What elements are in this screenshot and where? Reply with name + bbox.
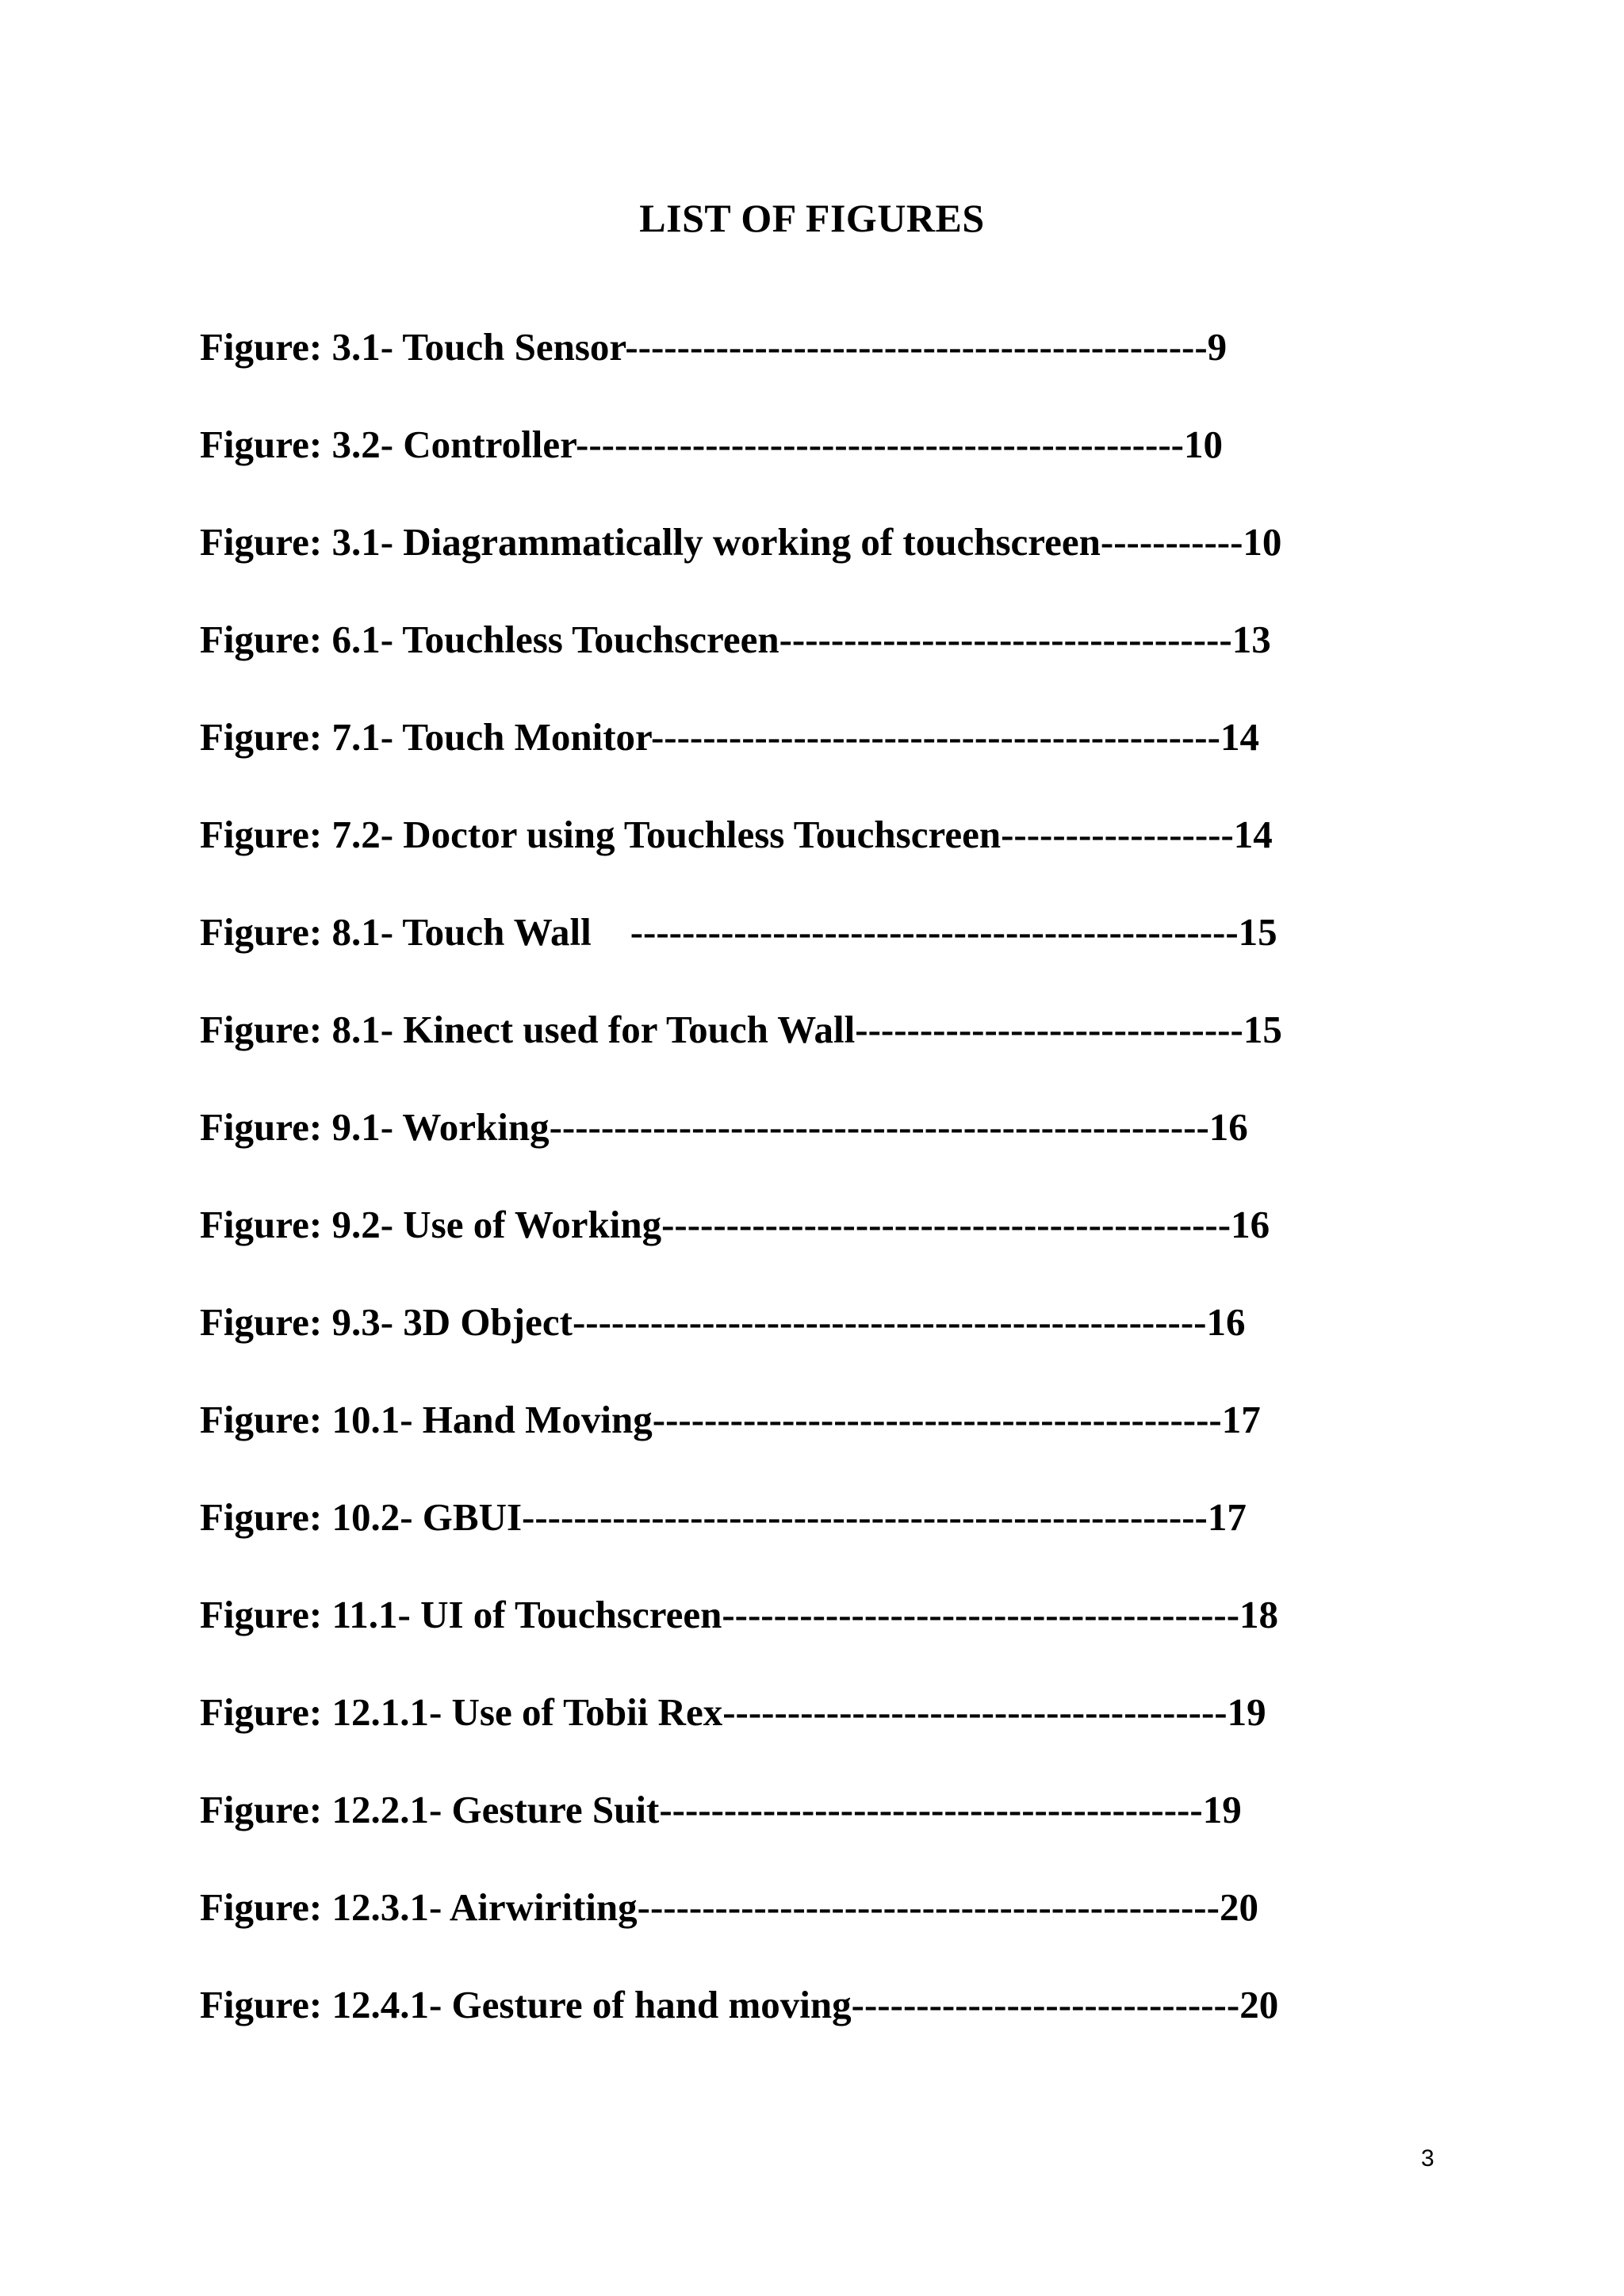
leader-dashes: -----------	[1100, 520, 1243, 564]
figure-entry	[200, 508, 1437, 606]
figure-page-number: 14	[1233, 813, 1273, 856]
figure-entry	[200, 1483, 1437, 1581]
figure-page-number: 20	[1239, 1983, 1279, 2026]
figure-page-number: 16	[1208, 1105, 1248, 1149]
figure-label: Figure: 9.1- Working	[200, 1105, 550, 1149]
figure-label: Figure: 12.3.1- Airwiriting	[200, 1885, 638, 1929]
figure-page-number: 18	[1239, 1593, 1279, 1636]
figure-entry	[200, 898, 1437, 996]
figure-entry	[200, 411, 1437, 508]
figure-entry	[200, 996, 1437, 1093]
figure-page-number: 9	[1207, 325, 1228, 369]
figure-page-number: 14	[1220, 715, 1259, 759]
leader-dashes: --------------------------------------------	[650, 715, 1220, 759]
figure-label: Figure: 12.1.1- Use of Tobii Rex	[200, 1690, 723, 1734]
leader-dashes: -------------------------------------------------	[572, 1300, 1207, 1344]
page-number: 3	[1421, 2145, 1434, 2172]
figure-label: Figure: 10.2- GBUI	[200, 1495, 523, 1539]
leader-dashes: ---------------------------------------------	[625, 325, 1208, 369]
leader-dashes: ---------------------------------------	[722, 1690, 1228, 1734]
figure-label: Figure: 8.1- Kinect used for Touch Wall	[200, 1008, 856, 1051]
figure-page-number: 10	[1243, 520, 1282, 564]
figure-entry	[200, 1581, 1437, 1678]
leader-dashes: --------------------------------------------	[661, 1203, 1231, 1246]
figure-entry	[200, 1873, 1437, 1971]
figure-page-number: 15	[1243, 1008, 1282, 1051]
figure-label: Figure: 7.1- Touch Monitor	[200, 715, 651, 759]
leader-dashes: -----------------------------------	[779, 618, 1232, 661]
figure-entry	[200, 1971, 1437, 2068]
figure-page-number: 13	[1231, 618, 1271, 661]
figure-page-number: 19	[1202, 1788, 1242, 1831]
figure-list	[200, 313, 1437, 2068]
figure-label: Figure: 3.1- Touch Sensor	[200, 325, 626, 369]
leader-dashes: ----------------------------------------	[722, 1593, 1240, 1636]
figure-page-number: 19	[1227, 1690, 1266, 1734]
figure-page-number: 15	[1238, 910, 1277, 954]
figure-page-number: 20	[1219, 1885, 1258, 1929]
figure-label: Figure: 11.1- UI of Touchscreen	[200, 1593, 722, 1636]
figure-page-number: 16	[1231, 1203, 1270, 1246]
figure-entry	[200, 606, 1437, 703]
figure-label: Figure: 9.3- 3D Object	[200, 1300, 573, 1344]
leader-dashes: ------------------------------	[855, 1008, 1243, 1051]
page-title: LIST OF FIGURES	[639, 196, 985, 240]
leader-dashes: -----------------------------------------------------	[522, 1495, 1208, 1539]
figure-page-number: 10	[1183, 423, 1223, 466]
figure-label: Figure: 10.1- Hand Moving	[200, 1398, 653, 1441]
leader-dashes: --------------------------------------------	[652, 1398, 1222, 1441]
figure-label: Figure: 3.1- Diagrammatically working of touchscreen	[200, 520, 1101, 564]
leader-dashes: ------------------------------	[851, 1983, 1240, 2026]
leader-dashes: ---------------------------------------------	[637, 1885, 1220, 1929]
leader-dashes: -----------------------------------------------	[630, 910, 1239, 954]
figure-entry	[200, 703, 1437, 801]
figure-label: Figure: 3.2- Controller	[200, 423, 576, 466]
figure-page-number: 16	[1206, 1300, 1246, 1344]
figure-entry	[200, 313, 1437, 411]
leader-dashes: -----------------------------------------------	[576, 423, 1184, 466]
figure-entry	[200, 1191, 1437, 1288]
figure-entry	[200, 1678, 1437, 1776]
figure-label: Figure: 7.2- Doctor using Touchless Touchscreen	[200, 813, 1002, 856]
figure-page-number: 17	[1207, 1495, 1247, 1539]
figure-entry	[200, 1386, 1437, 1483]
figure-label: Figure: 6.1- Touchless Touchscreen	[200, 618, 779, 661]
leader-dashes: ---------------------------------------------------	[549, 1105, 1209, 1149]
figure-label: Figure: 9.2- Use of Working	[200, 1203, 662, 1246]
figure-label: Figure: 12.4.1- Gesture of hand moving	[200, 1983, 852, 2026]
figure-page-number: 17	[1221, 1398, 1261, 1441]
figure-label: Figure: 8.1- Touch Wall	[200, 910, 630, 954]
figure-entry	[200, 1288, 1437, 1386]
figure-entry	[200, 1776, 1437, 1873]
figure-entry	[200, 801, 1437, 898]
figure-label: Figure: 12.2.1- Gesture Suit	[200, 1788, 660, 1831]
leader-dashes: ------------------	[1001, 813, 1234, 856]
leader-dashes: ------------------------------------------	[659, 1788, 1203, 1831]
figure-entry	[200, 1093, 1437, 1191]
